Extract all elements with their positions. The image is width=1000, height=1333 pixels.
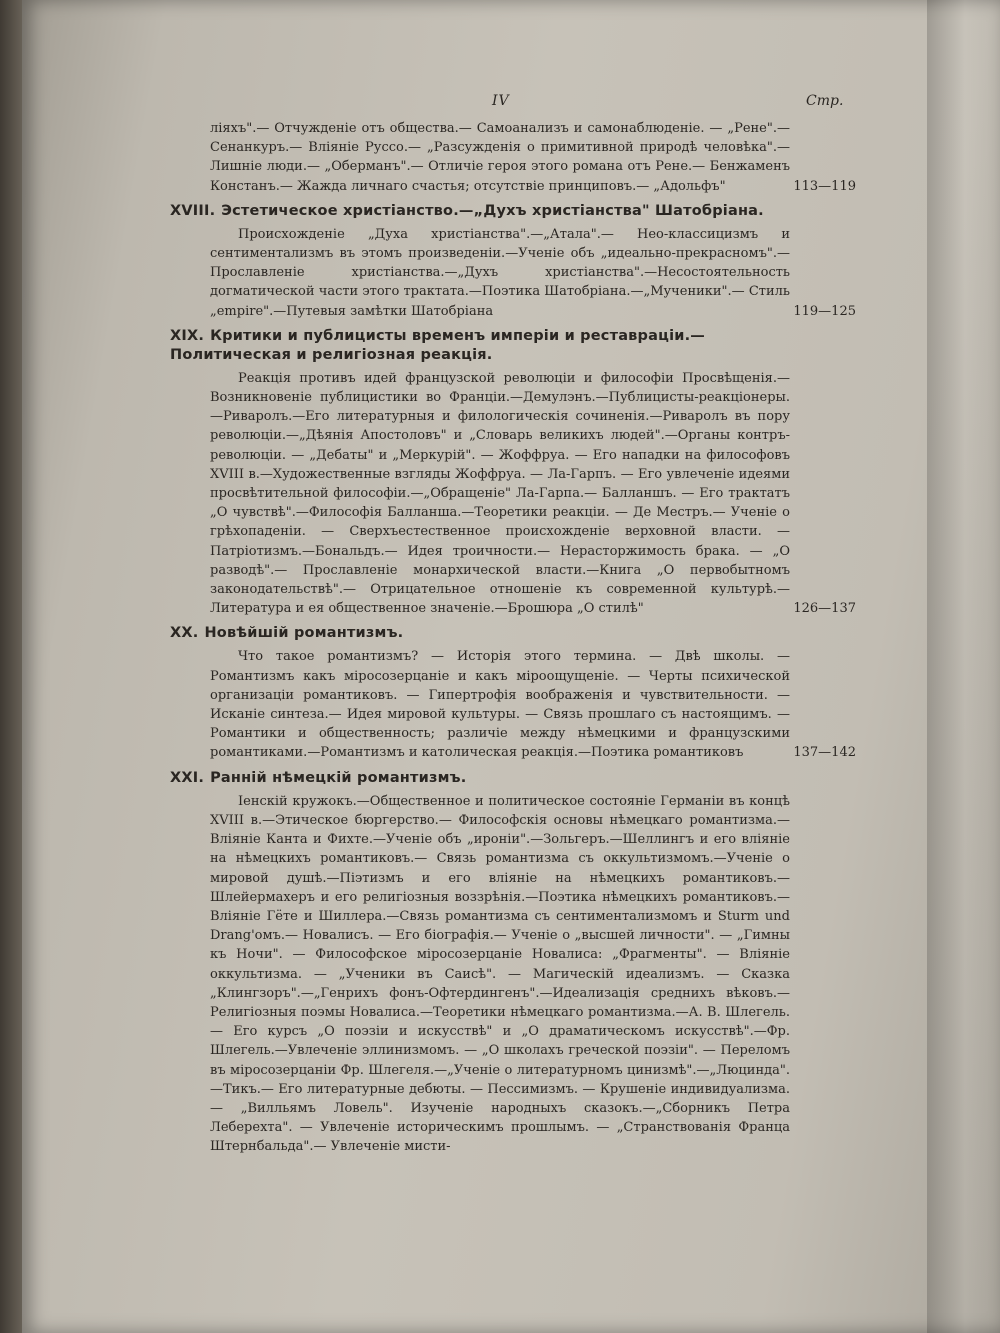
page-fold-shadow: [927, 0, 1000, 1333]
chapter-heading: [170, 624, 790, 643]
chapter-number: XXI.: [170, 769, 205, 786]
toc-entry-xix: [130, 327, 856, 619]
page-range: 126—137: [793, 601, 856, 617]
page-range: 113—119: [793, 178, 856, 194]
entry-description: Іенскій кружокъ.—Общественное и политическое состояніе Германіи въ концѣ XVIII в.—Этическое бюргерство.— Философскія основы нѣмецкаго романтизма.— Вліяніе Канта и Фихте.—Ученіе объ „ироніи".—Зольгеръ.—Шеллингъ и его вліяніе на нѣмецкихъ романтиковъ.— Связь романтизма съ оккультизмомъ.—Ученіе о мировой душѣ.—Пiэтизмъ и его вліяніе на нѣмецкихъ романтиковъ.—Шлейермахеръ и его религіозныя воззрѣнія.—Поэтика нѣмецкихъ романтиковъ.—Вліяніе Гёте и Шиллера.—Связь романтизма съ сентиментализмомъ и Sturm und Drang'омъ.— Новалисъ. — Его біографія.— Ученіе о „высшей личности". — „Гимны къ Ночи". — Философское міросозерцаніе Новалиса: „Фрагменты". — Вліяніе оккультизма. — „Ученики въ Саисѣ". — Магическій идеализмъ. — Сказка „Клингзоръ".—„Генрихъ фонъ-Офтердингенъ".—Идеализація среднихъ вѣковъ.—Религіозныя поэмы Новалиса.—Теоретики нѣмецкаго романтизма.—А. В. Шлегель.— Его курсъ „О поэзіи и искусствѣ" и „О драматическомъ искусствѣ".—Фр. Шлегель.—Увлеченіе эллинизмомъ. — „О школахъ греческой поэзіи". — Переломъ въ міросозерцаніи Фр. Шлегеля.—„Ученіе о литературномъ цинизмѣ".—„Люцинда".—Тикъ.— Его литературные дебюты. — Пессимизмъ. — Крушеніе индивидуализма. — „Вилльямъ Ловель". Изученіе народныхъ сказокъ.—„Сборникъ Петра Леберехта". — Увлеченіе историческимъ прошлымъ. — „Странствованія Франца Штернбальда".— Увлеченіе мисти-: [210, 793, 790, 1155]
chapter-title: Ранній нѣмецкій романтизмъ.: [210, 769, 467, 786]
entry-description: Реакція противъ идей французской революціи и философіи Просвѣщенія.—Возникновеніе публицистики во Франціи.—Демулэнъ.—Публицисты-реакціонеры.—Риваролъ.—Его литературныя и филологическія сочиненія.—Риваролъ въ пору революціи.—„Дѣянія Апостоловъ" и „Словарь великихъ людей".—Органы контръ-революціи. — „Дебаты" и „Меркурій". — Жоффруа. — Его нападки на философовъ XVIII в.—Художественные взгляды Жоффруа. — Ла-Гарпъ. — Его увлеченіе идеями просвѣтительной философіи.—„Обращеніе" Ла-Гарпа.— Балланшъ. — Его трактатъ „О чувствѣ".—Философія Балланша.—Теоретики реакціи. — Де Местръ.— Ученіе о грѣхопаденіи. — Сверхъестественное происхожденіе верховной власти. — Патріотизмъ.—Бональдъ.— Идея троичности.— Нерасторжимость брака. — „О разводѣ".— Прославленіе монархической власти.—Книга „О первобытномъ законодательствѣ".— Отрицательное отношеніе къ современной культурѣ.—Литература и ея общественное значеніе.—Брошюра „О стилѣ" 126—137: [210, 369, 790, 619]
chapter-heading: [170, 327, 790, 365]
chapter-title: Эстетическое христіанство.—„Духъ христіанства" Шатобріана.: [221, 202, 764, 219]
toc-entry-continued: [130, 119, 856, 196]
toc-entry-xviii: [130, 202, 856, 321]
table-of-contents: [130, 85, 856, 1157]
chapter-title: Новѣйшій романтизмъ.: [204, 625, 404, 642]
page-range: 119—125: [793, 303, 856, 319]
page-header: [130, 85, 850, 119]
chapter-heading: [170, 769, 790, 788]
toc-entry-xxi: [130, 769, 850, 1157]
chapter-number: XVIII.: [170, 202, 216, 219]
entry-description: Что такое романтизмъ? — Исторія этого термина. — Двѣ школы. — Романтизмъ какъ міросозерцаніе и какъ міроощущеніе. — Черты психической организаціи романтиковъ. — Гипертрофія воображенія и чувствительности. — Исканіе синтеза.— Идея мировой культуры. — Связь прошлаго съ настоящимъ. — Романтики и общественность; различіе между нѣмецкими и французскими романтиками.—Романтизмъ и католическая реакція.—Поэтика романтиковъ 137—142: [210, 647, 790, 762]
chapter-number: XX.: [170, 625, 199, 642]
pages-column-label: Стр.: [806, 93, 844, 109]
page-number: IV: [492, 93, 510, 109]
chapter-number: XIX.: [170, 327, 205, 344]
entry-description: Происхожденіе „Духа христіанства".—„Атала".— Нео-классицизмъ и сентиментализмъ въ этомъ произведеніи.—Ученіе объ „идеально-прекрасномъ".—Прославленіе христіанства.—„Духъ христіанства".—Несостоятельность догматической части этого трактата.—Поэтика Шатобріана.—„Мученики".— Стиль „empire".—Путевыя замѣтки Шатобріана 119—125: [210, 225, 790, 321]
entry-description: ліяхъ".— Отчужденіе отъ общества.— Самоанализъ и самонаблюденіе. — „Рене".— Сенанкуръ.— Вліяніе Руссо.— „Разсужденія о примитивной природѣ человѣка".— Лишніе люди.— „Оберманъ".— Отличіе героя этого романа отъ Рене.— Бенжаменъ Констанъ.— Жажда личнаго счастья; отсутствіе принциповъ.— „Адольфъ" 113—119: [210, 119, 790, 196]
toc-entry-xx: [130, 624, 856, 762]
page-range: 137—142: [793, 745, 856, 761]
chapter-heading: [170, 202, 790, 221]
chapter-title: Критики и публицисты временъ имперіи и реставраціи.—Политическая и религіозная реакція.: [170, 327, 706, 363]
